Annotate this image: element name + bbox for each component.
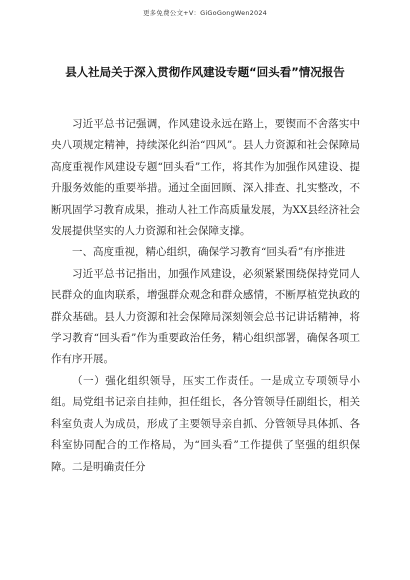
paragraph-intro: 习近平总书记强调，作风建设永远在路上，要锲而不舍落实中央八项规定精神，持续深化纠治“四风”。县人力资源和社会保障局高度重视作风建设专题“回头看”工作，将其作为加强作风建设、提升服务效能的重要举措。通过全面回顾、深入排查、扎实整改，不断巩固学习教育成果，推动人社工作高质量发展，为XX县经济社会发展提供坚实的人力资源和社会保障支撑。 — [51, 118, 360, 238]
document-title: 县人社局关于深入贯彻作风建设专题“回头看”情况报告 — [65, 65, 345, 79]
paragraph-subsection-1: （一）强化组织领导，压实工作责任。一是成立专项领导小组。局党组书记亲自挂帅，担任组长，各分管领导任副组长，相关科室负责人为成员，形成了主要领导亲自抓、分管领导具体抓、各科室协同配合的工作格局，为“回头看”工作提供了坚强的组织保障。二是明确责任分 — [51, 374, 360, 473]
document-body — [51, 114, 360, 478]
watermark-text: 更多免费公文+V：GiGoGongWen2024 — [142, 9, 267, 17]
section-heading-1: 一、高度重视，精心组织，确保学习教育“回头看”有序推进 — [72, 246, 346, 259]
paragraph-section-1: 习近平总书记指出，加强作风建设，必须紧紧围绕保持党同人民群众的血肉联系，增强群众观念和群众感情，不断厚植党执政的群众基础。县人力资源和社会保障局深刻领会总书记讲话精神，将学习教育“回头看”作为重要政治任务，精心组织部署，确保各项工作有序开展。 — [51, 267, 360, 366]
